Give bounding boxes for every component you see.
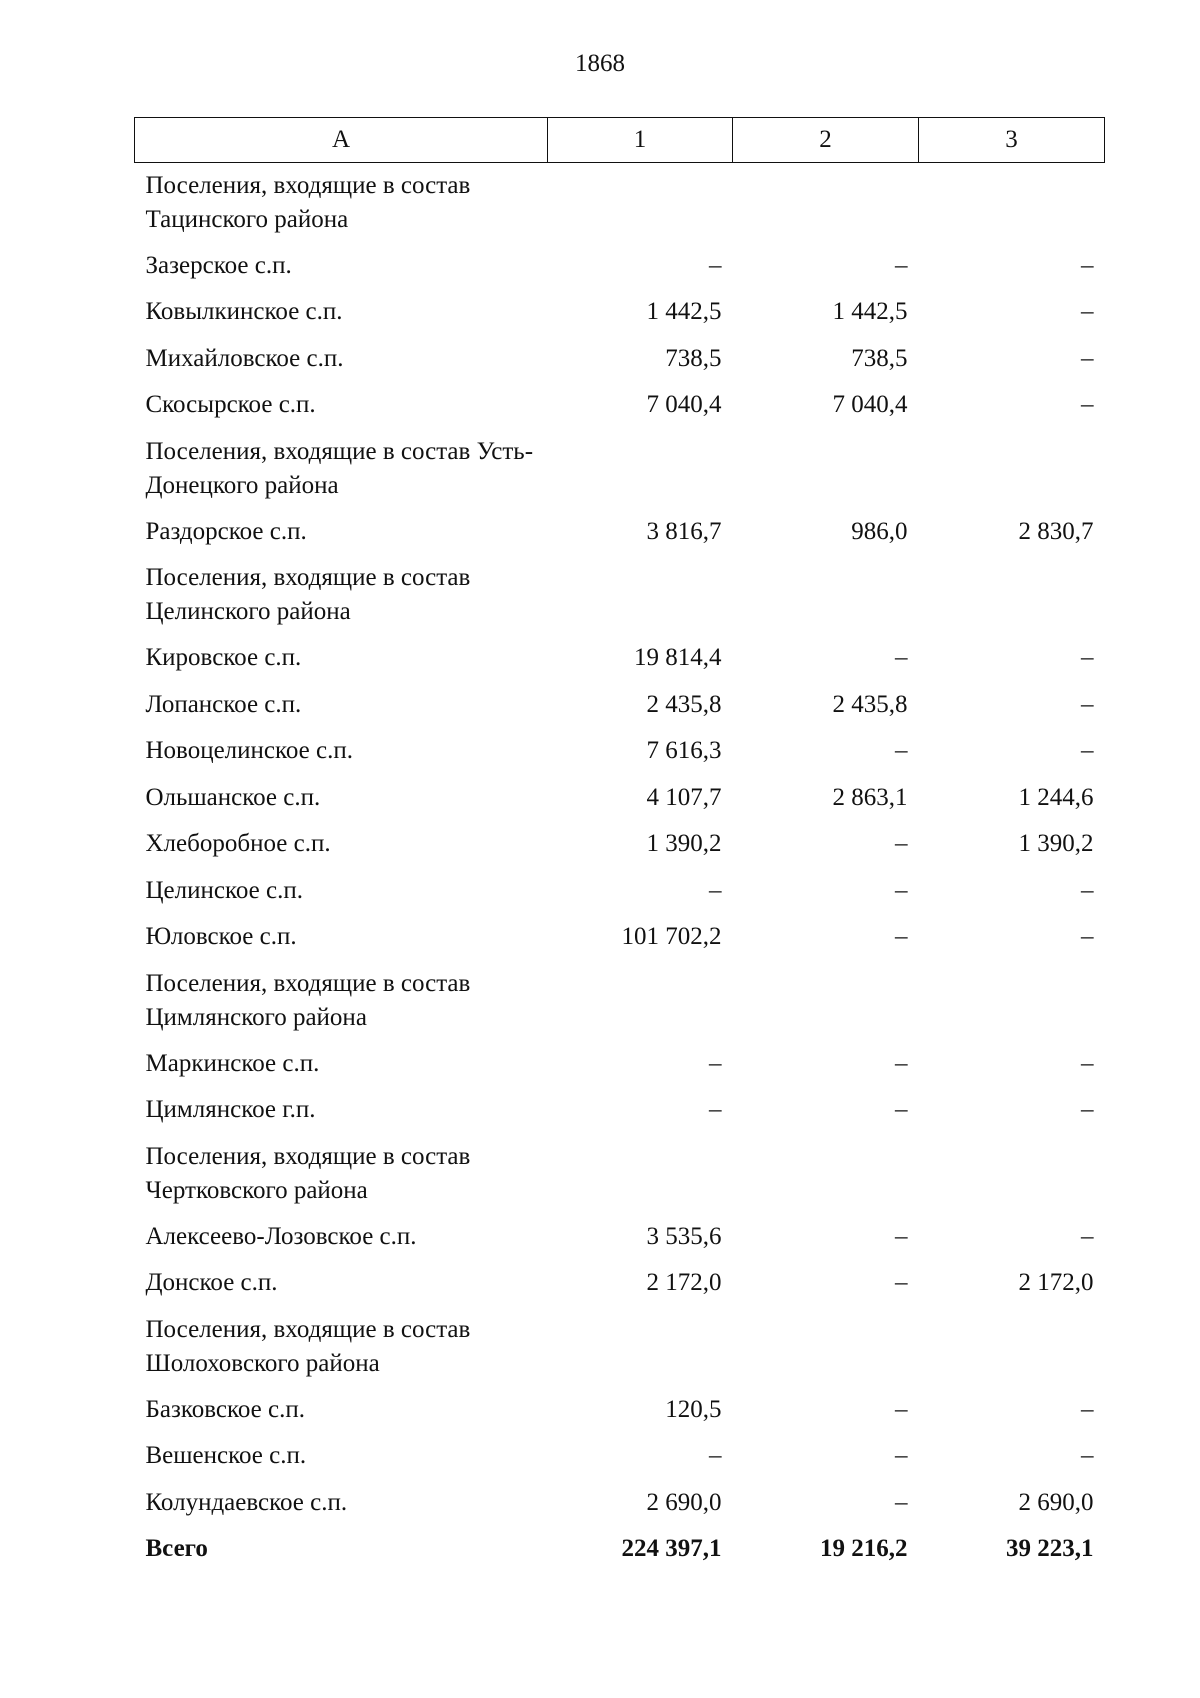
table-row <box>135 1214 1105 1261</box>
settlement-name: Зазерское с.п. <box>145 251 292 279</box>
value-col-1: 3 535,6 <box>646 1222 722 1250</box>
value-col-1: 738,5 <box>665 344 722 372</box>
value-col-1: 1 442,5 <box>646 298 722 326</box>
empty-cell <box>733 1307 919 1387</box>
value-col-3: – <box>1081 923 1094 951</box>
table-row <box>135 382 1105 429</box>
settlement-name: Колундаевское с.п. <box>145 1488 348 1516</box>
value-col-1: – <box>709 251 722 279</box>
group-title: Поселения, входящие в состав Целинского района <box>145 564 471 625</box>
empty-cell <box>919 555 1105 635</box>
value-col-1: 7 616,3 <box>646 737 722 765</box>
settlement-name: Ковылкинское с.п. <box>145 298 343 326</box>
settlement-name: Юловское с.п. <box>145 923 297 951</box>
group-header-row <box>135 1307 1105 1387</box>
group-title: Поселения, входящие в состав Цимлянского района <box>145 969 471 1031</box>
value-col-3: 2 830,7 <box>1018 517 1094 545</box>
group-header-row <box>135 1134 1105 1214</box>
table-row <box>135 635 1105 682</box>
settlement-name: Скосырское с.п. <box>145 391 316 419</box>
table-row <box>135 728 1105 775</box>
settlement-name: Кировское с.п. <box>145 644 302 672</box>
value-col-2: – <box>895 876 908 904</box>
table-row <box>135 1387 1105 1434</box>
value-col-1: 4 107,7 <box>646 783 722 811</box>
value-col-2: 2 863,1 <box>832 783 908 811</box>
table-row <box>135 509 1105 556</box>
value-col-2: – <box>895 1395 908 1423</box>
value-col-3: – <box>1081 298 1094 326</box>
total-value-col-1: 224 397,1 <box>621 1535 722 1563</box>
value-col-3: – <box>1081 251 1094 279</box>
table-row <box>135 1433 1105 1480</box>
value-col-2: – <box>895 1096 908 1124</box>
value-col-1: 1 390,2 <box>646 830 722 858</box>
table-row <box>135 682 1105 729</box>
settlement-name: Хлеборобное с.п. <box>145 830 331 858</box>
table-row <box>135 243 1105 290</box>
value-col-1: – <box>709 1049 722 1077</box>
value-col-2: – <box>895 1269 908 1297</box>
empty-cell <box>733 163 919 243</box>
settlement-name: Целинское с.п. <box>145 876 303 904</box>
value-col-3: 1 390,2 <box>1018 830 1094 858</box>
settlement-name: Михайловское с.п. <box>145 344 344 372</box>
settlement-name: Раздорское с.п. <box>145 517 307 545</box>
value-col-3: – <box>1081 1442 1094 1470</box>
total-value-col-3: 39 223,1 <box>1006 1535 1094 1563</box>
value-col-1: 2 172,0 <box>646 1269 722 1297</box>
group-header-row <box>135 555 1105 635</box>
page-number: 1868 <box>575 50 625 77</box>
value-col-2: – <box>895 1442 908 1470</box>
value-col-2: 1 442,5 <box>832 298 908 326</box>
settlement-name: Донское с.п. <box>145 1269 278 1297</box>
value-col-1: 7 040,4 <box>646 391 722 419</box>
value-col-3: – <box>1081 1096 1094 1124</box>
header-col-3: 3 <box>919 118 1105 163</box>
value-col-2: – <box>895 1222 908 1250</box>
value-col-1: 120,5 <box>665 1395 722 1423</box>
data-table <box>134 117 1105 1573</box>
settlement-name: Новоцелинское с.п. <box>145 737 353 765</box>
group-header-row <box>135 429 1105 509</box>
value-col-2: – <box>895 923 908 951</box>
empty-cell <box>548 429 733 509</box>
value-col-1: 3 816,7 <box>646 517 722 545</box>
empty-cell <box>919 163 1105 243</box>
value-col-1: – <box>709 1442 722 1470</box>
settlement-name: Базковское с.п. <box>145 1395 305 1423</box>
group-header-row <box>135 961 1105 1041</box>
settlement-name: Цимлянское г.п. <box>145 1096 316 1124</box>
value-col-1: 19 814,4 <box>634 644 722 672</box>
table-row <box>135 1260 1105 1307</box>
value-col-3: – <box>1081 737 1094 765</box>
value-col-3: – <box>1081 1222 1094 1250</box>
value-col-1: 101 702,2 <box>621 923 722 951</box>
total-value-col-2: 19 216,2 <box>820 1535 908 1563</box>
group-header-row <box>135 163 1105 243</box>
empty-cell <box>733 961 919 1041</box>
group-title: Поселения, входящие в состав Тацинского района <box>145 171 471 233</box>
value-col-2: 2 435,8 <box>832 690 908 718</box>
table-row <box>135 1087 1105 1134</box>
value-col-3: – <box>1081 876 1094 904</box>
value-col-2: – <box>895 644 908 672</box>
table-row <box>135 289 1105 336</box>
value-col-3: 2 172,0 <box>1018 1269 1094 1297</box>
value-col-2: 7 040,4 <box>832 391 908 419</box>
value-col-3: – <box>1081 644 1094 672</box>
empty-cell <box>733 555 919 635</box>
value-col-2: 738,5 <box>851 344 908 372</box>
value-col-2: – <box>895 1049 908 1077</box>
value-col-2: – <box>895 737 908 765</box>
total-label: Всего <box>145 1535 208 1563</box>
value-col-1: 2 435,8 <box>646 690 722 718</box>
header-col-2: 2 <box>733 118 919 163</box>
table-row <box>135 775 1105 822</box>
settlement-name: Лопанское с.п. <box>145 690 302 718</box>
table-header-row <box>135 118 1105 163</box>
value-col-1: – <box>709 1096 722 1124</box>
settlement-name: Маркинское с.п. <box>145 1049 320 1077</box>
table-body <box>135 163 1105 1573</box>
group-title: Поселения, входящие в состав Усть-Донецкого района <box>145 437 534 499</box>
value-col-2: 986,0 <box>851 517 908 545</box>
empty-cell <box>919 1307 1105 1387</box>
value-col-3: – <box>1081 391 1094 419</box>
empty-cell <box>919 429 1105 509</box>
table-row <box>135 821 1105 868</box>
table-row <box>135 914 1105 961</box>
value-col-3: – <box>1081 690 1094 718</box>
empty-cell <box>548 1134 733 1214</box>
settlement-name: Вешенское с.п. <box>145 1442 307 1470</box>
table-row <box>135 336 1105 383</box>
table-row <box>135 1041 1105 1088</box>
value-col-2: – <box>895 1488 908 1516</box>
empty-cell <box>733 429 919 509</box>
value-col-2: – <box>895 251 908 279</box>
value-col-3: – <box>1081 1049 1094 1077</box>
empty-cell <box>548 1307 733 1387</box>
settlement-name: Ольшанское с.п. <box>145 783 321 811</box>
value-col-2: – <box>895 830 908 858</box>
value-col-3: 2 690,0 <box>1018 1488 1094 1516</box>
value-col-1: – <box>709 876 722 904</box>
empty-cell <box>548 961 733 1041</box>
empty-cell <box>548 555 733 635</box>
empty-cell <box>919 961 1105 1041</box>
total-row <box>135 1526 1105 1573</box>
value-col-3: – <box>1081 344 1094 372</box>
group-title: Поселения, входящие в состав Чертковского района <box>145 1142 471 1204</box>
header-col-1: 1 <box>548 118 733 163</box>
value-col-3: 1 244,6 <box>1018 783 1094 811</box>
value-col-1: 2 690,0 <box>646 1488 722 1516</box>
empty-cell <box>548 163 733 243</box>
value-col-3: – <box>1081 1395 1094 1423</box>
settlement-name: Алексеево-Лозовское с.п. <box>145 1222 417 1250</box>
table-row <box>135 1480 1105 1527</box>
empty-cell <box>919 1134 1105 1214</box>
group-title: Поселения, входящие в состав Шолоховского района <box>145 1315 471 1377</box>
empty-cell <box>733 1134 919 1214</box>
table-row <box>135 868 1105 915</box>
header-col-a: А <box>135 118 548 163</box>
